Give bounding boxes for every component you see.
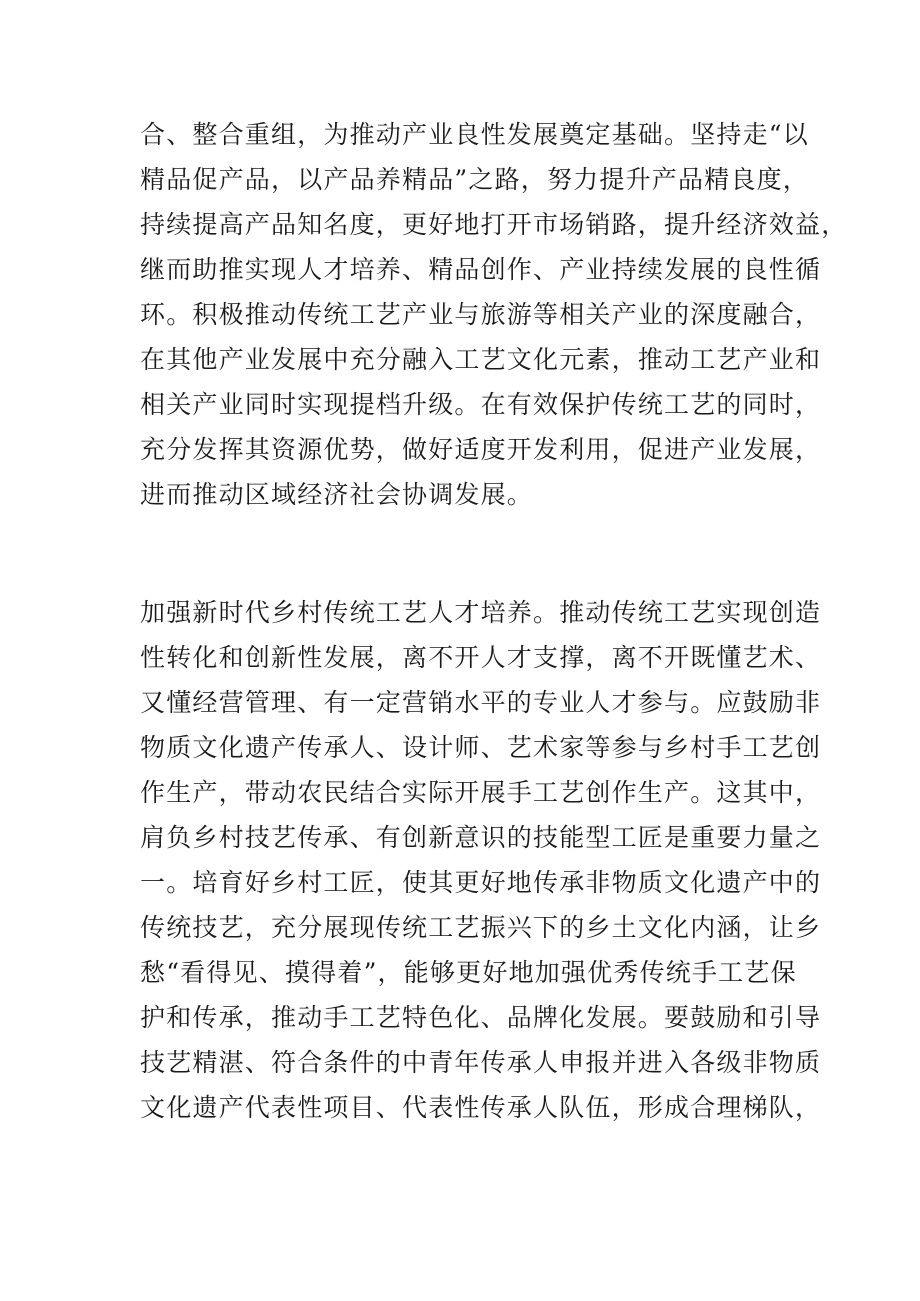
text-line: 文化遗产代表性项目、代表性传承人队伍，形成合理梯队，	[140, 1093, 822, 1122]
text-line: 加强新时代乡村传统工艺人才培养。推动传统工艺实现创造	[140, 598, 822, 627]
text-line: 精品促产品，以产品养精品”之路，努力提升产品精良度，	[140, 165, 809, 194]
text-line: 合、整合重组，为推动产业良性发展奠定基础。坚持走“以	[140, 120, 809, 149]
text-line: 肩负乡村技艺传承、有创新意识的技能型工匠是重要力量之	[140, 823, 822, 852]
paragraph-1	[140, 112, 848, 517]
text-line: 物质文化遗产传承人、设计师、艺术家等参与乡村手工艺创	[140, 733, 822, 762]
text-line: 又懂经营管理、有一定营销水平的专业人才参与。应鼓励非	[140, 688, 822, 717]
text-line: 在其他产业发展中充分融入工艺文化元素，推动工艺产业和	[140, 345, 822, 374]
text-line: 传统技艺，充分展现传统工艺振兴下的乡土文化内涵，让乡	[140, 913, 822, 942]
text-line: 一。培育好乡村工匠，使其更好地传承非物质文化遗产中的	[140, 868, 822, 897]
text-line: 充分发挥其资源优势，做好适度开发利用，促进产业发展，	[140, 435, 822, 464]
text-line: 环。积极推动传统工艺产业与旅游等相关产业的深度融合，	[140, 300, 822, 329]
text-line: 持续提高产品知名度，更好地打开市场销路，提升经济效益，	[140, 210, 848, 239]
text-line: 护和传承，推动手工艺特色化、品牌化发展。要鼓励和引导	[140, 1003, 822, 1032]
text-line: 相关产业同时实现提档升级。在有效保护传统工艺的同时，	[140, 390, 822, 419]
text-line: 愁“看得见、摸得着”，能够更好地加强优秀传统手工艺保	[140, 958, 797, 987]
text-line: 性转化和创新性发展，离不开人才支撑，离不开既懂艺术、	[140, 643, 822, 672]
text-line: 继而助推实现人才培养、精品创作、产业持续发展的良性循	[140, 255, 822, 284]
text-line: 作生产，带动农民结合实际开展手工艺创作生产。这其中，	[140, 778, 822, 807]
paragraph-2	[140, 590, 822, 1130]
text-line: 技艺精湛、符合条件的中青年传承人申报并进入各级非物质	[140, 1048, 822, 1077]
text-line: 进而推动区域经济社会协调发展。	[140, 480, 534, 509]
